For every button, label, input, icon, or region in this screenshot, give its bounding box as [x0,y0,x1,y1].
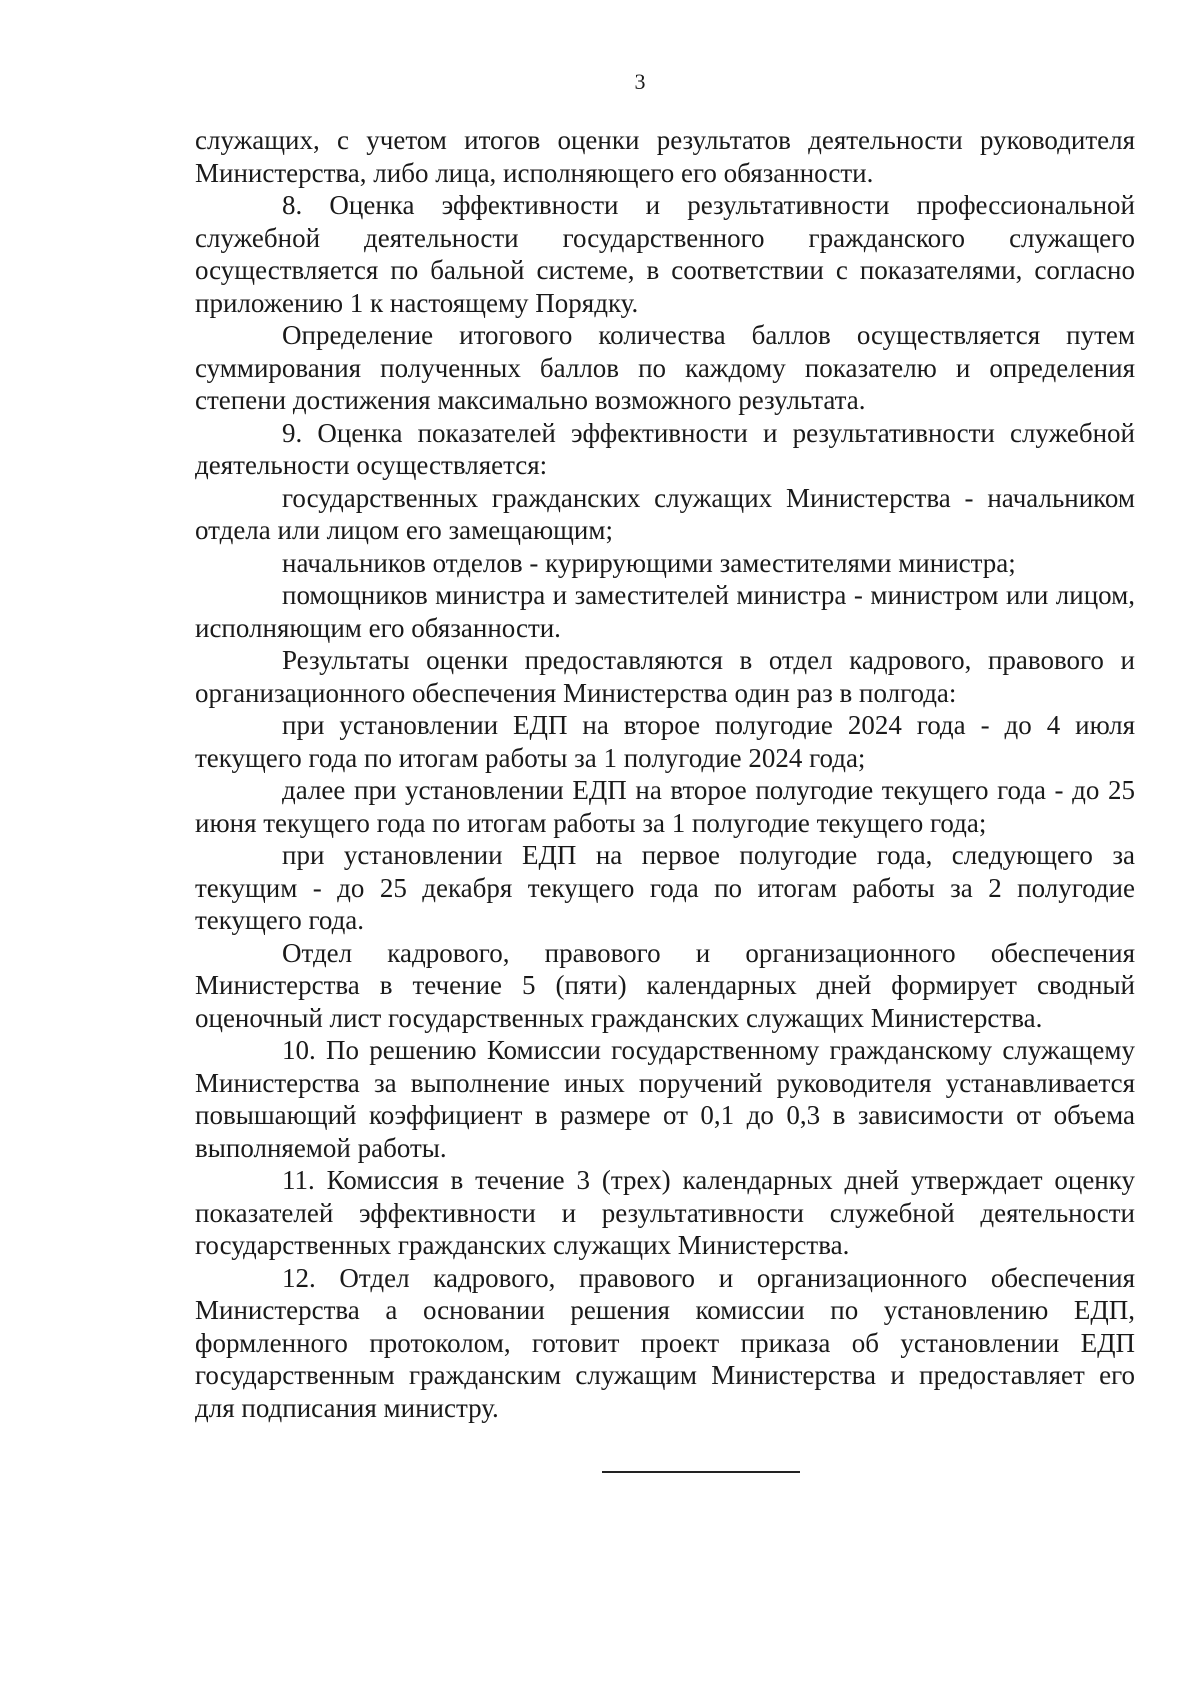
paragraph-item-12: 12. Отдел кадрового, правового и организационного обеспечения Министерства а основании решения комиссии по установлению ЕДП, формленного протоколом, готовит проект приказа об установлении ЕДП государственным гражданским служащим Министерства и предоставляет его для подписания министру. [195,1262,1135,1423]
document-body [195,124,1135,1424]
paragraph-item-8: 8. Оценка эффективности и результативности профессиональной служебной деятельности государственного гражданского служащего осуществляется по бальной системе, в соответствии с показателями, согласно приложению 1 к настоящему Порядку. [195,190,1135,318]
paragraph-deadline-2024: при установлении ЕДП на второе полугодие 2024 года - до 4 июля текущего года по итогам работы за 1 полугодие 2024 года; [195,710,1135,773]
paragraph-item-10: 10. По решению Комиссии государственному гражданскому служащему Министерства за выполнение иных поручений руководителя устанавливается повышающий коэффициент в размере от 0,1 до 0,3 в зависимости от объема выполняемой работы. [195,1035,1135,1163]
paragraph-results-submission: Результаты оценки предоставляются в отдел кадрового, правового и организационного обеспечения Министерства один раз в полгода: [195,645,1135,708]
paragraph-deadline-june: далее при установлении ЕДП на второе полугодие текущего года - до 25 июня текущего года по итогам работы за 1 полугодие текущего года; [195,775,1135,838]
paragraph-item-9: 9. Оценка показателей эффективности и результативности служебной деятельности осуществляется: [195,417,1135,480]
paragraph-continuation: служащих, с учетом итогов оценки результатов деятельности руководителя Министерства, либо лица, исполняющего его обязанности. [195,125,1135,188]
paragraph-total-score: Определение итогового количества баллов осуществляется путем суммирования полученных баллов по каждому показателю и определения степени достижения максимально возможного результата. [195,320,1135,415]
paragraph-evaluator-heads: начальников отделов - курирующими заместителями министра; [282,547,1016,578]
paragraph-deadline-december: при установлении ЕДП на первое полугодие года, следующего за текущим - до 25 декабря текущего года по итогам работы за 2 полугодие текущего года. [195,840,1135,935]
page-number: 3 [634,69,646,94]
paragraph-summary-sheet: Отдел кадрового, правового и организационного обеспечения Министерства в течение 5 (пяти) календарных дней формирует сводный оценочный лист государственных гражданских служащих Министерства. [195,937,1135,1033]
paragraph-item-11: 11. Комиссия в течение 3 (трех) календарных дней утверждает оценку показателей эффективности и результативности служебной деятельности государственных гражданских служащих Министерства. [195,1165,1135,1260]
paragraph-evaluator-staff: государственных гражданских служащих Министерства - начальником отдела или лицом его замещающим; [195,482,1135,545]
end-separator-line [602,1471,800,1473]
paragraph-evaluator-deputies: помощников министра и заместителей министра - министром или лицом, исполняющим его обязанности. [195,580,1135,643]
